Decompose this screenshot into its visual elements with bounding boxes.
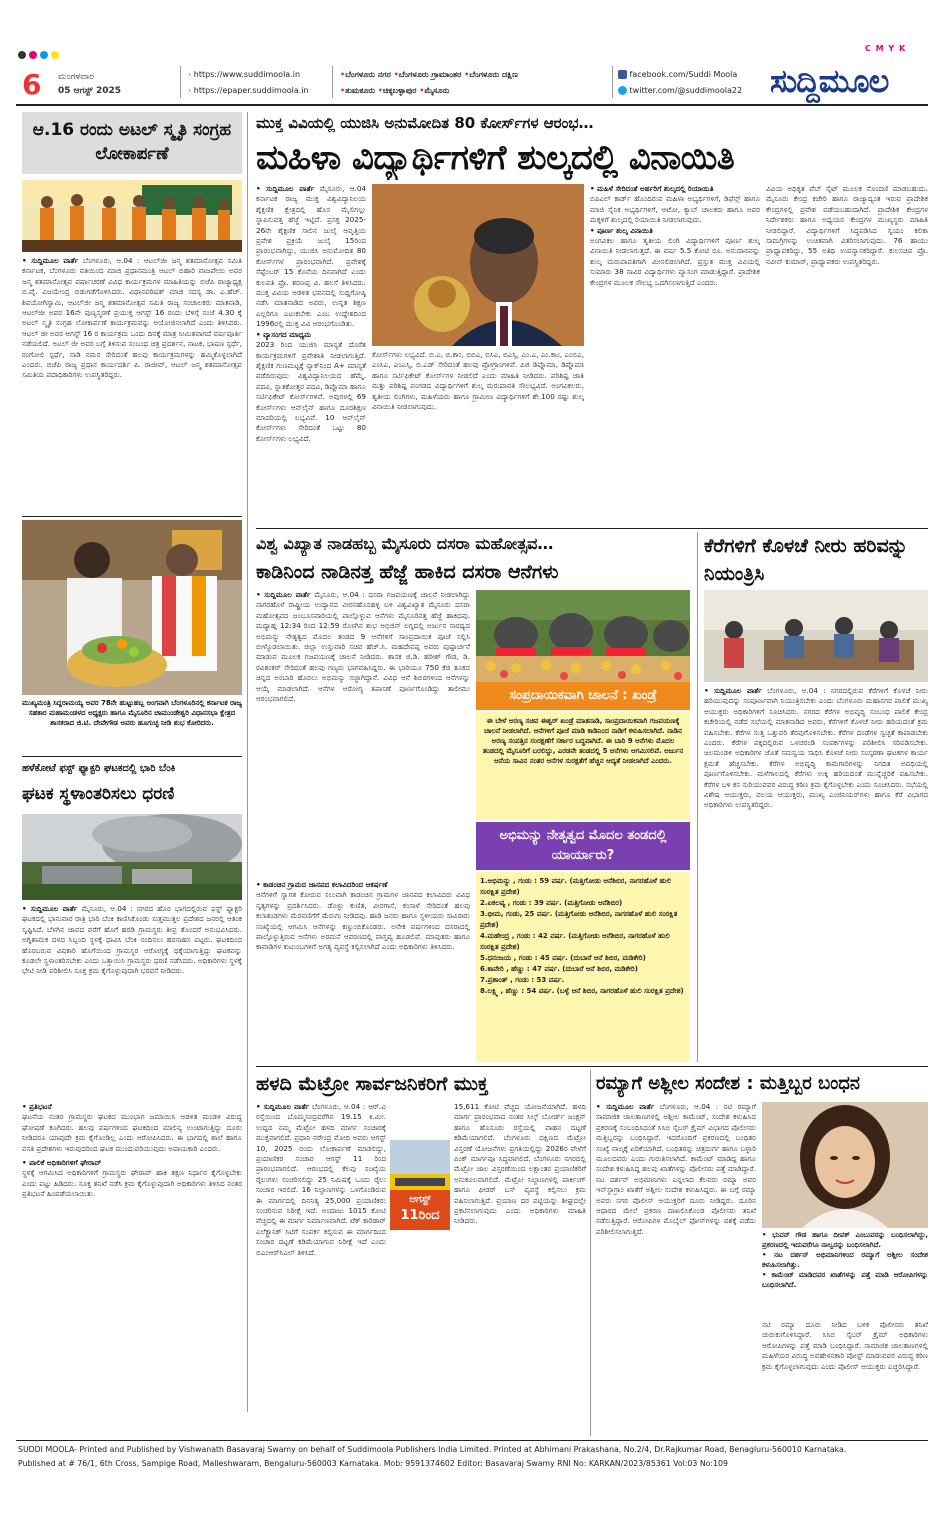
twitter-icon xyxy=(618,86,627,95)
masthead-logo: ಸುದ್ದಿಮೂಲ xyxy=(770,62,889,100)
ramya-body-2: ನಟಿ ರಮ್ಯಾ ದೂರು ನೀಡಿದ ಬಳಿಕ ಪೊಲೀಸರು ತನಿಖೆ ಚುರುಕುಗೊಳಿಸಿದ್ದಾರೆ. ಸಿಸಿಬಿ ಸೈಬರ್ ಕ್ರೈಮ್ ಅಧಿಕಾರಿಗಳು ಆರೋಪಿಗಳನ್ನು ಪತ್ತೆ ಮಾಡಿ ಬಂಧಿಸಿದ್ದಾರೆ. ಸಾಮಾಜಿಕ ಜಾಲತಾಣಗಳಲ್ಲಿ ಮಹಿಳೆಯರ ವಿರುದ್ಧ ಅವಹೇಳನಕಾರಿ ಪೋಸ್ಟ್ ಮಾಡುವವರ ವಿರುದ್ಧ ಕಠಿಣ ಕ್ರಮ ಕೈಗೊಳ್ಳಲಾಗುವುದು ಎಂದು ಪೊಲೀಸ್ ಆಯುಕ್ತರು ಎಚ್ಚರಿಸಿದ್ದಾರೆ. xyxy=(762,1320,928,1371)
twitter-link[interactable]: twitter.com/@suddimoola22 xyxy=(618,86,742,95)
page-number: 6 xyxy=(22,68,42,101)
elephant-list-item: 4.ಮಹೇಂದ್ರ , ಗಂಡು : 42 ವರ್ಷ. (ಮತ್ತಿಗೋಡು ಆನೆಶಿಬಿರ, ನಾಗರಹೊಳೆ ಹುಲಿ ಸಂರಕ್ಷಿತ ಪ್ರದೇಶ) xyxy=(480,932,670,951)
dasara-photo-banner: ಸಂಪ್ರದಾಯಿಕವಾಗಿ ಚಾಲನೆ : ಖಂಡ್ರೆ xyxy=(476,682,690,710)
atal-story-body: • ಸುದ್ದಿಮೂಲ ವಾರ್ತೆ ಬೆಂಗಳೂರು, ಆ.04 : ಆಟಲ್‌ಜೀ ಜನ್ಮ ಶತಮಾನೋತ್ಸವ ಸಮಿತಿ ಕರ್ನಾಟಕ, ಬೆಂಗಳೂರು ವತಿಯಿಂದ ಮಾಜಿ ಪ್ರಧಾನಮಂತ್ರಿ ಆಟಲ್ ಬಿಹಾರಿ ವಾಜಪೇಯಿ ಅವರ ಜನ್ಮ ಶತಮಾನೋತ್ಸವ ವರ್ಷಾಚರಣೆ ವಿವಿಧ ಕಾರ್ಯಕ್ರಮಗಳ ಮಾಹಿತಿಯನ್ನು ಬಿಜೆಪಿ ರಾಜ್ಯಾಧ್ಯಕ್ಷ ಬಿ.ವೈ. ವಿಜಯೇಂದ್ರ ಬಿಡುಗಡೆಗೊಳಿಸಿದರು. ವಿಧಾನಪರಿಷತ್ ಮಾಜಿ ಸದಸ್ಯ ಡಾ. ಎ.ಹೆಚ್. ಶಿವಯೋಗಿಸ್ವಾಮಿ, ಆಟಲ್‌ಜೀ ಜನ್ಮ ಶತಮಾನೋತ್ಸವ ಸಮಿತಿ ರಾಜ್ಯ ಸಂಚಾಲಕರು ಮಾತನಾಡಿ, ಆಟಲ್‌ಜೀ ಅವರ 16ನೇ ಪುಣ್ಯಸ್ಮರಣೆ ಪ್ರಯುಕ್ತ ಆಗಸ್ಟ್ 16 ರಂದು ಬೆಳಿಗ್ಗೆ ಸಂಜೆ 4.30 ಕ್ಕೆ ಅಟಲ್ ಸ್ಮೃತಿ ಸಂಗ್ರಹ ಲೋಕಾರ್ಪಣೆ ಕಾರ್ಯಕ್ರಮವನ್ನು ಆಯೋಜಿಸಲಾಗಿದೆ ಎಂದು ತಿಳಿಸಿದರು. ಆಟಲ್ ಜೀ ಅವರ ಆಗಸ್ಟ್ 16 ರ ಕಾರ್ಯಕ್ರಮ ಒಂದು ದಿನಕ್ಕೆ ಮಾತ್ರ ಸೀಮಿತವಾಗದೆ ವರ್ಷಪೂರ್ತಿ ನಡೆಯಲಿದೆ. ಅಟಲ್ ಜೀ ಅವರ ಬಗ್ಗೆ ತಿಳಿಸುವ ಸಂಬಂಧ ಚಿತ್ರ ಪ್ರದರ್ಶನ, ನಾಟಕ, ಭಾಷಣ ಸ್ಪರ್ಧೆ, ರಂಗೋಲಿ ಸ್ಪರ್ಧೆ, ನಾಡಿ ನಮನ ಸೇರಿದಂತೆ ಹಲವು ಕಾರ್ಯಕ್ರಮಗಳನ್ನು ಹಮ್ಮಿಕೊಳ್ಳಲಾಗಿದೆ ಎಂದರು. ಬಿಜೆಪಿ ರಾಜ್ಯ ಪ್ರಧಾನ ಕಾರ್ಯದರ್ಶಿ ಪಿ. ರಾಜೀವ್, ಆಟಲ್ ಜನ್ಮ ಶತಮಾನೋತ್ಸವ ಸಮಿತಿಯ ಪದಾಧಿಕಾರಿಗಳು ಉಪಸ್ಥಿತರಿದ್ದರು. xyxy=(22,256,242,380)
ramya-bullet: • ಕಾಮೆಂಟ್ ಮಾಡಿದವರ ಖಾತೆಗಳನ್ನು ಪತ್ತೆ ಮಾಡಿ ಆರೋಪಿಗಳನ್ನು ಬಂಧಿಸಲಾಗಿದೆ. xyxy=(762,1271,928,1289)
dasara-title: ಕಾಡಿನಿಂದ ನಾಡಿನತ್ತ ಹೆಜ್ಜೆ ಹಾಕಿದ ದಸರಾ ಆನೆಗಳು xyxy=(256,561,559,583)
atal-story-title: ಆ.16 ರಂದು ಅಟಲ್ ಸ್ಮೃತಿ ಸಂಗ್ರಹ ಲೋಕಾರ್ಪಣೆ xyxy=(32,120,232,164)
lead-col-4: ವಿವಿಯ ಅಧಿಕೃತ ವೆಬ್ ಸೈಟ್ ಮೂಲಕ ನೊಂದಣಿ ಮಾಡಬಹುದು. ಮೈಸೂರು ಕೇಂದ್ರ ಕಚೇರಿ ಹಾಗೂ ರಾಜ್ಯಾದ್ಯಂತ ಇರುವ ಪ್ರಾದೇಶಿಕ ಕೇಂದ್ರಗಳಲ್ಲಿ ಪ್ರವೇಶ ಪಡೆಯಬಹುದಾಗಿದೆ. ಪ್ರಾದೇಶಿಕ ಕೇಂದ್ರಗಳ ನಿರ್ದೇಶಕರು ಹಾಗೂ ಅಧ್ಯಯನ ಕೇಂದ್ರಗಳ ಮುಖ್ಯಸ್ಥರು ಮಾಹಿತಿ ನೀಡಲಿದ್ದಾರೆ. ವಿದ್ಯಾರ್ಥಿಗಳಿಗೆ ಸಿದ್ಧಪಡಿಸಿದ ಸ್ವಯಂ ಕಲಿಕಾ ಸಾಮಗ್ರಿಗಳನ್ನು ಉಚಿತವಾಗಿ ವಿತರಿಸಲಾಗುವುದು. 76 ಹಾಯು ಪ್ರಾಧ್ಯಾಪಕರಿದ್ದು, 55 ಅತಿಥಿ ಉಪನ್ಯಾಸಕರಿದ್ದಾರೆ. ಕುಲಸಚಿವ ಪ್ರೊ. ನವೀನ್ ಕುಮಾರ್, ಪ್ರಾಧ್ಯಾಪಕರು ಉಪಸ್ಥಿತರಿದ್ದರು. xyxy=(766,184,928,266)
lead-col-3: • ಮಹಿಳೆ ಸೇರಿದಂತೆ ಅರ್ಹರಿಗೆ ಶುಲ್ಕದಲ್ಲಿ ರಿಯಾಯಿತಿ ಬಿಪಿಎಲ್ ಕಾರ್ಡ್ ಹೊಂದಿರುವ ಮಹಿಳಾ ಅಭ್ಯರ್ಥಿಗಳಿಗೆ, ಡಿಫೆನ್ಸ್ ಹಾಗೂ ಮಾಜಿ ಸೈನಿಕ ಅಭ್ಯರ್ಥಿಗಳಿಗೆ, ಆಟೋ, ಕ್ಯಾಬ್ ಚಾಲಕರು ಹಾಗೂ ಅವರ ಮಕ್ಕಳಿಗೆ ಶುಲ್ಕದಲ್ಲಿ ರಿಯಾಯಿತಿ ನೀಡಲಾಗುವುದು. • ಪೂರ್ಣ ಶುಲ್ಕ ವಿನಾಯಿತಿ ಅಂಗವಿಕಲ ಹಾಗೂ ತೃತೀಯ ಲಿಂಗಿ ವಿದ್ಯಾರ್ಥಿಗಳಿಗೆ ಪೂರ್ಣ ಶುಲ್ಕ ವಿನಾಯಿತಿ ನೀಡಲಾಗುತ್ತದೆ. ಈ ವರ್ಷ 5.5 ಕೋಟಿ ರೂ. ಅನುದಾನವನ್ನು ಶುಲ್ಕ ಮರುಪಾವತಿಗಾಗಿ ಮೀಸಲಿಡಲಾಗಿದೆ. ಪ್ರಸ್ತುತ ಮುಕ್ತ ವಿವಿಯಲ್ಲಿ ಸುಮಾರು 38 ಸಾವಿರ ವಿದ್ಯಾರ್ಥಿಗಳು ವ್ಯಾಸಂಗ ಮಾಡುತ್ತಿದ್ದಾರೆ. ಪ್ರಾದೇಶಿಕ ಕೇಂದ್ರಗಳ ಮೂಲಕ ಸೌಲಭ್ಯ ಒದಗಿಸಲಾಗುತ್ತಿದೆ ಎಂದರು. xyxy=(590,184,760,287)
elephant-list-item: 6.ಕಾವೇರಿ , ಹೆಣ್ಣು : 47 ವರ್ಷ. (ದುಬಾರೆ ಆನೆ ಶಿಬಿರ, ಮಡಿಕೇರಿ) xyxy=(480,965,638,973)
elephant-list xyxy=(476,872,690,1062)
lake-title: ಕೆರೆಗಳಿಗೆ ಕೊಳಚೆ ನೀರು ಹರಿವನ್ನು ನಿಯಂತ್ರಿಸಿ xyxy=(704,535,908,585)
elephant-list-item: 2.ಏಕಲವ್ಯ , ಗಂಡು : 39 ವರ್ಷ. (ಮತ್ತಿಗೋಡು ಆನೆಶಿಬಿರ) xyxy=(480,899,623,907)
lead-subhead-3: • ಪೂರ್ಣ ಶುಲ್ಕ ವಿನಾಯಿತಿ xyxy=(590,225,653,235)
elephant-list-title: ಅಭಿಮನ್ಯು ನೇತೃತ್ವದ ಮೊದಲ ತಂಡದಲ್ಲಿ ಯಾರ್ಯಾರು? xyxy=(476,822,690,870)
lead-kicker: ಮುಕ್ತ ವಿವಿಯಲ್ಲಿ ಯುಜಿಸಿ ಅನುಮೋದಿತ 80 ಕೋರ್ಸ್‌ಗಳ ಆರಂಭ… xyxy=(256,114,594,132)
atal-event-photo xyxy=(22,180,242,252)
lead-title: ಮಹಿಳಾ ವಿದ್ಯಾರ್ಥಿಗಳಿಗೆ ಶುಲ್ಕದಲ್ಲಿ ವಿನಾಯಿತಿ xyxy=(256,138,735,178)
lake-body: • ಸುದ್ದಿಮೂಲ ವಾರ್ತೆ ಬೆಂಗಳೂರು, ಆ.04 : ನಗರದಲ್ಲಿರುವ ಕೆರೆಗಳಿಗೆ ಕೊಳಚೆ ನೀರು ಹರಿಯುವುದನ್ನು ಸಂಪೂರ್ಣವಾಗಿ ನಿಯಂತ್ರಿಸಬೇಕು ಎಂದು ಬೆಂಗಳೂರು ಮಹಾನಗರ ಪಾಲಿಕೆ ಮುಖ್ಯ ಆಯುಕ್ತರು ಅಧಿಕಾರಿಗಳಿಗೆ ಸೂಚಿಸಿದರು. ನಗರದ ಕೆರೆಗಳ ಅಭಿವೃದ್ಧಿ ಸಂಬಂಧ ಪಾಲಿಕೆ ಕೇಂದ್ರ ಕಚೇರಿಯಲ್ಲಿ ನಡೆದ ಸಭೆಯಲ್ಲಿ ಮಾತನಾಡಿದ ಅವರು, ಕೆರೆಗಳಿಗೆ ಕೊಳಚೆ ನೀರು ಹರಿಯದಂತೆ ಕ್ರಮ ವಹಿಸಬೇಕು. ಕೆರೆಗಳ ಸುತ್ತ ಒತ್ತುವರಿ ತೆರವುಗೊಳಿಸಬೇಕು. ಕೆರೆಗಳ ದಂಡೆಗಳ ಸ್ವಚ್ಛತೆ ಕಾಪಾಡಬೇಕು ಎಂದರು. ಕೆರೆಗಳ ಪಕ್ಕದಲ್ಲಿರುವ ಒಳಚರಂಡಿ ಸಂಪರ್ಕಗಳನ್ನು ಪರಿಶೀಲಿಸಿ ಸರಿಪಡಿಸಬೇಕು. ಜಲಮಂಡಳಿ ಅಧಿಕಾರಿಗಳ ಜೊತೆ ಸಮನ್ವಯ ಸಾಧಿಸಿ ಕೊಳಚೆ ನೀರು ಸಂಸ್ಕರಣಾ ಘಟಕಗಳ ಕಾರ್ಯ ಕ್ಷಮತೆ ಹೆಚ್ಚಿಸಬೇಕು. ಕೆರೆಗಳ ಅಭಿವೃದ್ಧಿ ಕಾಮಗಾರಿಗಳನ್ನು ನಿಗದಿತ ಅವಧಿಯಲ್ಲಿ ಪೂರ್ಣಗೊಳಿಸಬೇಕು. ಮಳೆಗಾಲದಲ್ಲಿ ಕೆರೆಗಳು ಉಕ್ಕಿ ಹರಿಯದಂತೆ ಮುನ್ನೆಚ್ಚರಿಕೆ ವಹಿಸಬೇಕು. ಕೆರೆಗಳ ಬಳಿ ಕಸ ಸುರಿಯುವವರ ವಿರುದ್ಧ ಕಠಿಣ ಕ್ರಮ ಕೈಗೊಳ್ಳಬೇಕು ಎಂದು ಸೂಚಿಸಿದರು. ಸಭೆಯಲ್ಲಿ ವಿಶೇಷ ಆಯುಕ್ತರು, ವಲಯ ಆಯುಕ್ತರು, ಮುಖ್ಯ ಎಂಜಿನಿಯರ್‌ಗಳು ಹಾಗೂ ಕೆರೆ ವಿಭಾಗದ ಅಧಿಕಾರಿಗಳು ಉಪಸ್ಥಿತರಿದ್ದರು. xyxy=(704,686,928,810)
elephant-list-item: 1.ಅಭಿಮನ್ಯು , ಗಂಡು : 59 ವರ್ಷ. (ಮತ್ತಿಗೋಡು ಆನೆಶಿಬಿರ, ನಾಗರಹೊಳೆ ಹುಲಿ ಸಂರಕ್ಷಿತ ಪ್ರದೇಶ) xyxy=(480,877,671,896)
dasara-kicker: ವಿಶ್ವ ವಿಖ್ಯಾತ ನಾಡಹಬ್ಬ ಮೈಸೂರು ದಸರಾ ಮಹೋತ್ಸವ… xyxy=(256,534,554,553)
facebook-icon xyxy=(618,70,627,79)
imprint-line-1: SUDDI MOOLA- Printed and Published by Vishwanath Basavaraj Swamy on behalf of Suddimoola Publishers India Limited. Printed at Abhimani Prakashana, No.2/4, Dr.Rajkumar Road, Benagluru-560010 Karnataka. xyxy=(18,1445,847,1454)
website-link[interactable]: › https://www.suddimoola.in xyxy=(188,70,301,79)
dasara-body: • ಸುದ್ದಿಮೂಲ ವಾರ್ತೆ ಮೈಸೂರು, ಆ.04 : ದಸರಾ ಗಜಪಯಣಕ್ಕೆ ಚಾಲನೆ ನೀಡಲಾಗಿದ್ದು ನಾಗರಹೊಳೆ ರಾಷ್ಟ್ರೀಯ ಉದ್ಯಾನದ ವೀರನಹೊಸಹಳ್ಳಿ ಬಳಿ ವಿಶ್ವವಿಖ್ಯಾತ ಮೈಸೂರು ದಸರಾ ಮಹೋತ್ಸವದ ಜಂಬೂಸವಾರಿಯಲ್ಲಿ ಪಾಲ್ಗೊಳ್ಳುವ ಆನೆಗಳು ಮೈಸೂರಿನತ್ತ ಹೆಜ್ಜೆ ಹಾಕಿದವು. ಮಧ್ಯಾಹ್ನ 12:34 ರಿಂದ 12:59 ರೊಳಗಿನ ಶುಭ ಅಭಿಜಿನ್ ಲಗ್ನದಲ್ಲಿ ಅರ್ಜುನ ಸಾರಥ್ಯದ ಅಭಿಮನ್ಯು ನೇತೃತ್ವದ ಮೊದಲ ತಂಡದ 9 ಆನೆಗಳಿಗೆ ಸಾಂಪ್ರದಾಯಿಕ ಪೂಜೆ ಸಲ್ಲಿಸಿ ಬೀಳ್ಕೊಡಲಾಯಿತು. ಜಿಲ್ಲಾ ಉಸ್ತುವಾರಿ ಸಚಿವ ಹೆಚ್.ಸಿ. ಮಹದೇವಪ್ಪ ಅವರು ಪುಷ್ಪಾರ್ಚನೆ ಮಾಡುವ ಮೂಲಕ ಗಜಪಯಣಕ್ಕೆ ಚಾಲನೆ ನೀಡಿದರು. ಶಾಸಕ ಜಿ.ಡಿ. ಹರೀಶ್ ಗೌಡ, ಡಿ. ರವಿಶಂಕರ್ ಸೇರಿದಂತೆ ಹಲವು ಗಣ್ಯರು ಭಾಗವಹಿಸಿದ್ದರು. ಈ ಭಾರಿಯೂ 750 ಕೆಜಿ ತೂಕದ ಚಿನ್ನದ ಅಂಬಾರಿ ಹೊರಲು ಅಭಿಮನ್ಯು ಸಜ್ಜಾಗಿದ್ದಾನೆ. ವಿವಿಧ ಆನೆ ಶಿಬಿರಗಳಿಂದ ಆನೆಗಳನ್ನು ಆಯ್ಕೆ ಮಾಡಲಾಗಿದೆ. ಆನೆಗಳ ಆರೋಗ್ಯ ತಪಾಸಣೆ ಪೂರ್ಣಗೊಂಡಿದ್ದು ತಾಲೀಮು ಆರಂಭವಾಗಲಿದೆ. xyxy=(256,590,470,704)
elephant-list-item: 8.ಲಕ್ಷ್ಮಿ , ಹೆಣ್ಣು : 54 ವರ್ಷ. (ಬಳ್ಳೆ ಆನೆ ಶಿಬಿರ, ನಾಗರಹೊಳೆ ಹುಲಿ ಸಂರಕ್ಷಿತ ಪ್ರದೇಶ) xyxy=(480,987,684,995)
lead-col-2: ಕೋರ್ಸ್‌ಗಳು ಲಭ್ಯವಿದೆ. ಬಿ.ಎ, ಬಿ.ಕಾಂ, ಬಿಬಿಎ, ಬಿಸಿಎ, ಬಿಎಸ್ಸಿ, ಎಂ.ಎ, ಎಂ.ಕಾಂ, ಎಂಬಿಎ, ಎಂಸಿಎ, ಎಂಎಸ್ಸಿ, ಬಿ.ಎಡ್ ಸೇರಿದಂತೆ ಹಲವು ಪ್ರೋಗ್ರಾಂಗಳಿವೆ. ಪಿಜಿ ಡಿಪ್ಲೊಮಾ, ಡಿಪ್ಲೊಮಾ ಹಾಗೂ ಸರ್ಟಿಫಿಕೇಟ್ ಕೋರ್ಸ್‌ಗಳ ನೀಡಲಿದೆ ಎಂದು ಮಾಹಿತಿ ನೀಡಿದರು. ಪರಿಶಿಷ್ಟ ಜಾತಿ ಮತ್ತು ಪರಿಶಿಷ್ಟ ಪಂಗಡದ ವಿದ್ಯಾರ್ಥಿಗಳಿಗೆ ಶುಲ್ಕ ಮರುಪಾವತಿ ಸೌಲಭ್ಯವಿದೆ. ಅಂಗವಿಕಲರು, ತೃತೀಯ ಲಿಂಗಿಗಳು, ಮಹಿಳೆಯರು ಹಾಗೂ ಗ್ರಾಮೀಣ ವಿದ್ಯಾರ್ಥಿಗಳಿಗೆ ಶೇ.100 ರಷ್ಟು ಶುಲ್ಕ ವಿನಾಯಿತಿ ನೀಡಲಾಗುವುದು. xyxy=(372,350,584,412)
elephant-list-item: 7.ಪ್ರಶಾಂತ್ , ಗಂಡು : 53 ವರ್ಷ. xyxy=(480,976,565,984)
lead-subhead-1: • ವ್ಯಾಸಂಗದ ಮಾಧ್ಯಮ xyxy=(256,329,312,339)
lake-meeting-photo xyxy=(704,590,928,682)
registration-marks xyxy=(18,44,62,63)
ramya-bullet: • ಭುವನ್ ಗೌಡ ಹಾಗೂ ದೀಪಕ್ ಎಂಬುವರನ್ನು ಬಂಧಿಸಲಾಗಿದ್ದು, ಪ್ರಕರಣದಲ್ಲಿ ಇದುವರೆಗೂ ನಾಲ್ವರನ್ನು ಬಂಧಿಸಲಾಗಿದೆ. xyxy=(762,1231,928,1249)
dasara-minister-box: ಈ ಬೇಳೆ ಅರಣ್ಯ ಸಚಿವ ಈಶ್ವರ್ ಖಂಡ್ರೆ ಮಾತನಾಡಿ, ಸಾಂಪ್ರದಾಯಿಕವಾಗಿ ಗಜಪಯಣಕ್ಕೆ ಚಾಲನೆ ನೀಡಲಾಗಿದೆ. ಆನೆಗಳಿಗೆ ಪೂಜೆ ಮಾಡಿ ಕಾಡಿನಿಂದ ನಾಡಿಗೆ ಕಳುಹಿಸಲಾಗಿದೆ. ನಾಡಿನ ಅರಣ್ಯ ಸಂಪತ್ತಿನ ಸಂರಕ್ಷಣೆಗೆ ಸರ್ಕಾರ ಬದ್ಧವಾಗಿದೆ. ಈ ಬಾರಿ 9 ಆನೆಗಳು ಮೊದಲ ತಂಡದಲ್ಲಿ ಮೈಸೂರಿಗೆ ಬರಲಿದ್ದು, ಎರಡನೇ ತಂಡದಲ್ಲಿ 5 ಆನೆಗಳು ಆಗಮಿಸಲಿವೆ. ಅರ್ಜುನ ಆನೆಯ ಸಾವಿನ ನಂತರ ಆನೆಗಳ ಸುರಕ್ಷತೆಗೆ ಹೆಚ್ಚಿನ ಆದ್ಯತೆ ನೀಡಲಾಗಿದೆ ಎಂದರು. xyxy=(476,712,690,820)
birthday-caption: ಮುಖ್ಯಮಂತ್ರಿ ಸಿದ್ದರಾಮಯ್ಯ ಅವರ 78ನೇ ಹುಟ್ಟುಹಬ್ಬ ಅಂಗವಾಗಿ ಬೆಂಗಳೂರಿನಲ್ಲಿ ಕರ್ನಾಟಕ ರಾಜ್ಯ ಸಹಕಾರ ಮಹಾಮಂಡಳದ ಅಧ್ಯಕ್ಷರು ಹಾಗೂ ಮೈಸೂರಿನ ಚಾಮುಂಡೇಶ್ವರಿ ವಿಧಾನಸಭಾ ಕ್ಷೇತ್ರದ ಶಾಸಕರಾದ ಜಿ.ಟಿ. ದೇವೇಗೌಡ ಅವರು ಹೂಗುಚ್ಛ ನೀಡಿ ಶುಭ ಕೋರಿದರು. xyxy=(22,699,242,727)
factory-fire-kicker: ಹಳೆಕೋಟೆ ಫಸ್ಟ್ ಫ್ಯಾಕ್ಟರಿ ಘಟಕದಲ್ಲಿ ಭಾರಿ ಬೆಂಕಿ xyxy=(22,763,176,774)
metro-title: ಹಳದಿ ಮೆಟ್ರೋ ಸಾರ್ವಜನಿಕರಿಗೆ ಮುಕ್ತ xyxy=(256,1073,489,1095)
cmyk-mark: C M Y K xyxy=(865,44,907,53)
facebook-link[interactable]: facebook.com/Suddi Moola xyxy=(618,70,737,79)
factory-fire-subhead-2: • ಪಾಲಿಕೆ ಅಧಿಕಾರಿಗಳಿಗೆ ಘೇರಾವ್ xyxy=(22,1158,102,1168)
dasara-subhead: • ಕಾಡಂಚಿನ ಗ್ರಾಮದ ಜಾನಪದ ಕಲಾವಿದರಿಂದ ಆಕರ್ಷಣೆ xyxy=(256,880,388,889)
factory-fire-photo xyxy=(22,814,242,900)
factory-fire-body-2: • ಪ್ರತಿಭಟನೆ ಘಟನೆಯ ನಂತರ ಗ್ರಾಮಸ್ಥರು ಘಟಕದ ಮುಂಭಾಗ ಜಮಾಯಿಸಿ ಆಡಳಿತ ಮಂಡಳಿ ವಿರುದ್ಧ ಘೋಷಣೆ ಕೂಗಿದರು. ಹಲವು ವರ್ಷಗಳಿಂದ ಘಟಕದಿಂದ ಮಾಲಿನ್ಯ ಉಂಟಾಗುತ್ತಿದ್ದು ದೂರು ನೀಡಿದರೂ ಯಾವುದೇ ಕ್ರಮ ಕೈಗೊಂಡಿಲ್ಲ ಎಂದು ಆರೋಪಿಸಿದರು. ಈ ಭಾಗದಲ್ಲಿ ಶಾಲೆ ಹಾಗೂ ವಸತಿ ಪ್ರದೇಶಗಳು ಇರುವುದರಿಂದ ಘಟಕ ಮುಂದುವರಿಯುವುದು ಅಪಾಯಕಾರಿ ಎಂದರು. • ಪಾಲಿಕೆ ಅಧಿಕಾರಿಗಳಿಗೆ ಘೇರಾವ್ ಸ್ಥಳಕ್ಕೆ ಆಗಮಿಸಿದ ಅಧಿಕಾರಿಗಳಿಗೆ ಗ್ರಾಮಸ್ಥರು ಘೇರಾವ್ ಹಾಕಿ ತಕ್ಷಣ ನಿರ್ಧಾರ ಕೈಗೊಳ್ಳಬೇಕು ಎಂದು ಪಟ್ಟು ಹಿಡಿದರು. ಸೂಕ್ತ ತನಿಖೆ ನಡೆಸಿ ಕ್ರಮ ಕೈಗೊಳ್ಳುವುದಾಗಿ ಅಧಿಕಾರಿಗಳು ತಿಳಿಸಿದ ನಂತರ ಪ್ರತಿಭಟನೆ ಹಿಂಪಡೆಯಲಾಯಿತು. xyxy=(22,1102,242,1199)
metro-body: • ಸುದ್ದಿಮೂಲ ವಾರ್ತೆ ಬೆಂಗಳೂರು, ಆ.04 : ಆರ್.ವಿ ರಸ್ತೆಯಿಂದ ಬೊಮ್ಮಸಂದ್ರವರೆಗಿನ 19.15 ಕಿ.ಮೀ. ಉದ್ದದ ನಮ್ಮ ಮೆಟ್ರೋ ಹಳದಿ ಮಾರ್ಗ ಸಂಚಾರಕ್ಕೆ ಮುಕ್ತವಾಗಲಿದೆ. ಪ್ರಧಾನಿ ನರೇಂದ್ರ ಮೋದಿ ಅವರು ಆಗಸ್ಟ್ 10, 2025 ರಂದು ಲೋಕಾರ್ಪಣೆ ಮಾಡಲಿದ್ದು, ಪ್ರಯಾಣಿಕರ ಸಂಚಾರ ಆಗಸ್ಟ್ 11 ರಿಂದ ಪ್ರಾರಂಭವಾಗಲಿದೆ. ಆರಂಭದಲ್ಲಿ ಕೆಲವು ಸಂಖ್ಯೆಯ ರೈಲುಗಳು ಸಂಚರಿಸಲಿದ್ದು 25 ನಿಮಿಷಕ್ಕೆ ಒಂದು ರೈಲು ಸಂಚಾರ ಇರಲಿದೆ. 16 ನಿಲ್ದಾಣಗಳನ್ನು ಒಳಗೊಂಡಿರುವ ಈ ಮಾರ್ಗದಲ್ಲಿ ದಿನನಿತ್ಯ 25,000 ಪ್ರಯಾಣಿಕರು ಸಂಚರಿಸುವ ನಿರೀಕ್ಷೆ ಇದೆ. ಅಂದಾಜು 1015 ಕೋಟಿ ವೆಚ್ಚದಲ್ಲಿ ಈ ಮಾರ್ಗ ನಿರ್ಮಾಣವಾಗಿದೆ. ಟೆಕ್ ಕಾರಿಡಾರ್ ಎಲೆಕ್ಟ್ರಾನಿಕ್ ಸಿಟಿಗೆ ಸಂಪರ್ಕ ಕಲ್ಪಿಸುವ ಈ ಮಾರ್ಗದಿಂದ ಸಂಚಾರ ದಟ್ಟಣೆ ಕಡಿಮೆಯಾಗುವ ನಿರೀಕ್ಷೆ ಇದೆ ಎಂದು ಬಿಎಂಆರ್‌ಸಿಎಲ್ ತಿಳಿಸಿದೆ. xyxy=(256,1102,386,1257)
factory-fire-body: • ಸುದ್ದಿಮೂಲ ವಾರ್ತೆ ಮೈಸೂರು, ಆ.04 : ನಗರದ ಹೊರ ಭಾಗದಲ್ಲಿರುವ ಫಸ್ಟ್ ಫ್ಯಾಕ್ಟರಿ ಘಟಕದಲ್ಲಿ ಭಾನುವಾರ ರಾತ್ರಿ ಭಾರಿ ಬೆಂಕಿ ಕಾಣಿಸಿಕೊಂಡು ಸುತ್ತಮುತ್ತಲ ಪ್ರದೇಶದ ಜನರಲ್ಲಿ ಆತಂಕ ಸೃಷ್ಟಿಸಿದೆ. ಬೆಳಗಿನ ಜಾವದ ವರೆಗೆ ಹೊಗೆ ಹರಡಿ ಗ್ರಾಮಸ್ಥರು ತೀವ್ರ ತೊಂದರೆ ಅನುಭವಿಸಿದರು. ಅಗ್ನಿಶಾಮಕ ದಳದ ಸಿಬ್ಬಂದಿ ಸ್ಥಳಕ್ಕೆ ಧಾವಿಸಿ ಬೆಂಕಿ ನಂದಿಸಲು ಹರಸಾಹಸ ಪಟ್ಟರು. ಘಟಕದಿಂದ ಹೊರಬರುವ ವಿಷಕಾರಿ ಹೊಗೆಯಿಂದ ಗ್ರಾಮಸ್ಥರ ಆರೋಗ್ಯಕ್ಕೆ ಧಕ್ಕೆಯಾಗುತ್ತಿದ್ದು ಘಟಕವನ್ನು ಕೂಡಲೇ ಸ್ಥಳಾಂತರಿಸಬೇಕು ಎಂದು ಒತ್ತಾಯಿಸಿ ಗ್ರಾಮಸ್ಥರು ಧರಣಿ ನಡೆಸಿದರು. ಅಧಿಕಾರಿಗಳು ಸ್ಥಳಕ್ಕೆ ಭೇಟಿ ನೀಡಿ ಪರಿಶೀಲಿಸಿ ಸೂಕ್ತ ಕ್ರಮ ಕೈಗೊಳ್ಳುವುದಾಗಿ ಭರವಸೆ ನೀಡಿದರು. xyxy=(22,904,242,976)
ramya-bullet: • ನಟ ದರ್ಶನ್ ಅಭಿಮಾನಿಗಳಿಂದ ರಮ್ಯಾಗೆ ಅಶ್ಲೀಲ ಸಂದೇಶ ಕಳುಹಿಸಲಾಗಿತ್ತು. xyxy=(762,1251,928,1269)
factory-fire-subhead-1: • ಪ್ರತಿಭಟನೆ xyxy=(22,1102,52,1111)
atal-story-header xyxy=(22,112,242,174)
ramya-photo xyxy=(762,1102,928,1228)
birthday-wishes-photo xyxy=(22,520,242,695)
ramya-title: ರಮ್ಯಾಗೆ ಅಶ್ಲೀಲ ಸಂದೇಶ : ಮತ್ತಿಬ್ಬರ ಬಂಧನ xyxy=(596,1073,860,1094)
region-list-bottom: •ತುಮಕೂರು •ಚಿಕ್ಕಬಳ್ಳಾಪುರ •ಮೈಸೂರು xyxy=(340,86,450,95)
lead-subhead-2: • ಮಹಿಳೆ ಸೇರಿದಂತೆ ಅರ್ಹರಿಗೆ ಶುಲ್ಕದಲ್ಲಿ ರಿಯಾಯಿತಿ xyxy=(590,184,714,193)
header-day: ಮಂಗಳವಾರ xyxy=(58,72,95,82)
dasara-body-2: • ಕಾಡಂಚಿನ ಗ್ರಾಮದ ಜಾನಪದ ಕಲಾವಿದರಿಂದ ಆಕರ್ಷಣೆ ಆನೆಗಳಿಗೆ ಸ್ವಾಗತ ಕೋರುವ ಸಲುವಾಗಿ ಕಾಡಂಚಿನ ಗ್ರಾಮಗಳ ಜಾನಪದ ಕಲಾವಿದರು ವಿವಿಧ ನೃತ್ಯಗಳನ್ನು ಪ್ರದರ್ಶಿಸಿದರು. ಡೊಳ್ಳು ಕುಣಿತ, ವೀರಗಾಸೆ, ಕಂಸಾಳೆ ಸೇರಿದಂತೆ ಹಲವು ಕಲಾತಂಡಗಳು ಮೆರವಣಿಗೆಗೆ ಮೆರುಗು ನೀಡಿದವು. ಹಾಡಿ ಜನರು ಹಾಗೂ ಸ್ಥಳೀಯರು ಸಾವಿರಾರು ಸಂಖ್ಯೆಯಲ್ಲಿ ಆಗಮಿಸಿ ಆನೆಗಳನ್ನು ಕಣ್ತುಂಬಿಕೊಂಡರು. ಅನೇಕ ವರ್ಷಗಳಿಂದ ದಸರಾದಲ್ಲಿ ಪಾಲ್ಗೊಳ್ಳುತ್ತಿರುವ ಆನೆಗಳು ಅರಮನೆ ಆವರಣದಲ್ಲಿ ವಾಸ್ತವ್ಯ ಹೂಡಲಿವೆ. ಮಾವುತರು ಹಾಗೂ ಕಾವಾಡಿಗಳ ಕುಟುಂಬಗಳಿಗೆ ಅಗತ್ಯ ವ್ಯವಸ್ಥೆ ಕಲ್ಪಿಸಲಾಗಿದೆ ಎಂದು ಅಧಿಕಾರಿಗಳು ತಿಳಿಸಿದರು. xyxy=(256,880,470,952)
imprint-line-2: Published at # 76/1, 6th Cross, Sampige Road, Malleshwaram, Bengaluru-560003 Karnataka. Mob: 9591374602 Editor: Basavaraj Swamy RNI No: KARKAN/2023/85361 Vol:03 No:109 xyxy=(18,1459,728,1468)
ramya-bullet-box xyxy=(762,1230,928,1316)
vice-chancellor-photo xyxy=(372,184,584,346)
lead-col-1: • ಸುದ್ದಿಮೂಲ ವಾರ್ತೆ ಮೈಸೂರು, ಆ.04 ಕರ್ನಾಟಕ ರಾಜ್ಯ ಮುಕ್ತ ವಿಶ್ವವಿದ್ಯಾನಿಲಯ ಶೈಕ್ಷಣಿಕ ಕ್ಷೇತ್ರದಲ್ಲಿ ಹೊಸ ಮೈಲಿಗಲ್ಲು ಸ್ಥಾಪಿಸುವತ್ತ ಹೆಜ್ಜೆ ಇಟ್ಟಿದೆ. ಪ್ರಸಕ್ತ 2025-26ನೇ ಶೈಕ್ಷಣಿಕ ಸಾಲಿನ ಜುಲೈ ಆವೃತ್ತಿಯ ಪ್ರವೇಶ ಪ್ರಕ್ರಿಯೆ ಜುಲೈ 15ರಿಂದ ಪ್ರಾರಂಭವಾಗಿದ್ದು, ಯುಜಿಸಿ ಅನುಮೋದಿತ 80 ಕೋರ್ಸ್‌ಗಳ ಪ್ರಾರಂಭವಾಗಿದೆ. ಪ್ರವೇಶಕ್ಕೆ ಸೆಪ್ಟೆಂಬರ್ 15 ಕೊನೆಯ ದಿನವಾಗಿದೆ ಎಂದು ಕುಲಪತಿ ಪ್ರೊ. ಶರಣಪ್ಪ ವಿ. ಹಲಸೆ ತಿಳಿಸಿದರು. ಮುಕ್ತ ವಿವಿಯ ಆಡಳಿತ ಭವನದಲ್ಲಿ ಸುದ್ದಿಗೋಷ್ಠಿ ನಡೆಸಿ ಮಾತನಾಡಿದ ಅವರು, ಉನ್ನತ ಶಿಕ್ಷಣ ಎಲ್ಲರಿಗೂ ಎಟುಕಬೇಕು ಎಂಬ ಉದ್ದೇಶದಿಂದ 1996ರಲ್ಲಿ ಮುಕ್ತ ವಿವಿ ಆರಂಭಗೊಂಡಿತು. • ವ್ಯಾಸಂಗದ ಮಾಧ್ಯಮ 2023 ರಿಂದ ಯುಜಿಸಿ ಮಾನ್ಯತೆ ದೊರೆತ ಕಾರ್ಯಕ್ರಮಗಳಿಗೆ ಪ್ರವೇಶಾತಿ ನೀಡಲಾಗುತ್ತಿದೆ. ಶೈಕ್ಷಣಿಕ ಗುಣಮಟ್ಟಕ್ಕೆ ನ್ಯಾಕ್‌ನಿಂದ A+ ಮಾನ್ಯತೆ ಪಡೆದಿರುವುದು ವಿಶ್ವವಿದ್ಯಾನಿಲಯದ ಹೆಮ್ಮೆ. ಪದವಿ, ಸ್ನಾತಕೋತ್ತರ ಪದವಿ, ಡಿಪ್ಲೊಮಾ ಹಾಗೂ ಸರ್ಟಿಫಿಕೇಟ್ ಕೋರ್ಸ್‌ಗಳಿವೆ. ಅವುಗಳಲ್ಲಿ 69 ಕೋರ್ಸ್‌ಗಳು ಆನ್‌ಲೈನ್ ಹಾಗೂ ದೂರಶಿಕ್ಷಣ ಮಾದರಿಯಲ್ಲಿ ಲಭ್ಯವಿವೆ. 10 ಆನ್‌ಲೈನ್ ಕೋರ್ಸ್‌ಗಳು ಸೇರಿದಂತೆ ಒಟ್ಟು 80 ಕೋರ್ಸ್‌ಗಳು ಲಭ್ಯವಿದೆ. xyxy=(256,184,366,443)
metro-date-tag-line1: ಆಗಸ್ಟ್ xyxy=(409,1194,431,1205)
metro-date-tag xyxy=(390,1190,450,1230)
region-list-top: •ಬೆಂಗಳೂರು ನಗರ •ಬೆಂಗಳೂರು ಗ್ರಾಮಾಂತರ •ಬೆಂಗಳೂರು ದಕ್ಷಿಣ xyxy=(340,70,518,79)
ramya-body: • ಸುದ್ದಿಮೂಲ ವಾರ್ತೆ ಬೆಂಗಳೂರು, ಆ.04 : ನಟಿ ರಮ್ಯಾಗೆ ಸಾಮಾಜಿಕ ಜಾಲತಾಣಗಳಲ್ಲಿ ಅಶ್ಲೀಲ ಕಾಮೆಂಟ್, ಸಂದೇಶ ಕಳುಹಿಸಿದ ಪ್ರಕರಣಕ್ಕೆ ಸಂಬಂಧಿಸಿದಂತೆ ಸಿಸಿಬಿ ಸೈಬರ್ ಕ್ರೈಮ್ ವಿಭಾಗದ ಪೊಲೀಸರು ಮತ್ತಿಬ್ಬರನ್ನು ಬಂಧಿಸಿದ್ದಾರೆ. ಇದರೊಂದಿಗೆ ಪ್ರಕರಣದಲ್ಲಿ ಬಂಧಿತರ ಸಂಖ್ಯೆ ನಾಲ್ಕಕ್ಕೆ ಏರಿಕೆಯಾಗಿದೆ. ಬಂಧಿತರನ್ನು ಚಿತ್ರದುರ್ಗ ಹಾಗೂ ಬಳ್ಳಾರಿ ಮೂಲದವರು ಎಂದು ಗುರುತಿಸಲಾಗಿದೆ. ಕಾಮೆಂಟ್ ಮಾಡಿದ್ದ ಹಾಗೂ ಸಂದೇಶ ಕಳುಹಿಸಿದ್ದ ಹಲವು ಖಾತೆಗಳನ್ನು ಪೊಲೀಸರು ಪತ್ತೆ ಮಾಡಿದ್ದಾರೆ. ನಟ ದರ್ಶನ್ ಅಭಿಮಾನಿಗಳು ಎನ್ನಲಾದ ಕೆಲವರು ರಮ್ಯಾ ಅವರ ಇನ್‌ಸ್ಟಾಗ್ರಾಂ ಖಾತೆಗೆ ಅಶ್ಲೀಲ ಸಂದೇಶ ಕಳುಹಿಸಿದ್ದರು. ಈ ಬಗ್ಗೆ ರಮ್ಯಾ ಅವರು ನಗರ ಪೊಲೀಸ್ ಆಯುಕ್ತರಿಗೆ ದೂರು ನೀಡಿದ್ದರು. ದೂರಿನ ಆಧಾರದ ಮೇಲೆ ಪ್ರಕರಣ ದಾಖಲಿಸಿಕೊಂಡ ಪೊಲೀಸರು ತನಿಖೆ ನಡೆಸುತ್ತಿದ್ದಾರೆ. ಆರೋಪಿಗಳ ಮೊಬೈಲ್ ಫೋನ್‌ಗಳನ್ನು ವಶಕ್ಕೆ ಪಡೆದು ಪರಿಶೀಲಿಸಲಾಗುತ್ತಿದೆ. xyxy=(596,1102,756,1236)
metro-body-2: 15,611 ಕೋಟಿ ವೆಚ್ಚದ ಯೋಜನೆಯಾಗಿದೆ. ಹಳದಿ ಮಾರ್ಗ ಪ್ರಾರಂಭವಾದ ನಂತರ ಸಿಲ್ಕ್ ಬೋರ್ಡ್ ಜಂಕ್ಷನ್ ಹಾಗೂ ಹೊಸೂರು ರಸ್ತೆಯಲ್ಲಿ ವಾಹನ ದಟ್ಟಣೆ ಕಡಿಮೆಯಾಗಲಿದೆ. ಬೆಂಗಳೂರು ದಕ್ಷಿಣದ ಮೆಟ್ರೋ ವಿಸ್ತರಣೆ ಯೋಜನೆಗಳು ಪ್ರಗತಿಯಲ್ಲಿದ್ದು 2026ರ ವೇಳೆಗೆ ಪಿಂಕ್ ಮಾರ್ಗವೂ ಸಿದ್ಧವಾಗಲಿದೆ. ಬೆಂಗಳೂರು ನಗರದಲ್ಲಿ ಮೆಟ್ರೋ ಜಾಲ ವಿಸ್ತರಣೆಯಿಂದ ಲಕ್ಷಾಂತರ ಪ್ರಯಾಣಿಕರಿಗೆ ಅನುಕೂಲವಾಗಲಿದೆ. ಮೆಟ್ರೋ ನಿಲ್ದಾಣಗಳಲ್ಲಿ ಪಾರ್ಕಿಂಗ್ ಹಾಗೂ ಫೀಡರ್ ಬಸ್ ವ್ಯವಸ್ಥೆ ಕಲ್ಪಿಸಲು ಕ್ರಮ ವಹಿಸಲಾಗುತ್ತಿದೆ. ಪ್ರಯಾಣ ದರ ಪಟ್ಟಿಯನ್ನು ಶೀಘ್ರದಲ್ಲೇ ಪ್ರಕಟಿಸಲಾಗುವುದು ಎಂದು ಅಧಿಕಾರಿಗಳು ಮಾಹಿತಿ ನೀಡಿದರು. xyxy=(454,1102,586,1226)
epaper-link[interactable]: › https://epaper.suddimoola.in xyxy=(188,86,309,95)
factory-fire-title: ಘಟಕ ಸ್ಥಳಾಂತರಿಸಲು ಧರಣಿ xyxy=(22,784,175,804)
dasara-elephants-photo xyxy=(476,590,690,682)
elephant-list-item: 3.ಭೀಮ, ಗಂಡು, 25 ವರ್ಷ. (ಮತ್ತಿಗೋಡು ಆನೆಶಿಬಿರ, ನಾಗರಹೊಳೆ ಹುಲಿ ಸಂರಕ್ಷಿತ ಪ್ರದೇಶ) xyxy=(480,910,678,929)
header-date: 05 ಆಗಸ್ಟ್ 2025 xyxy=(58,86,121,96)
metro-date-tag-line2: 11ರಿಂದ xyxy=(400,1208,440,1223)
elephant-list-item: 5.ಧನಂಜಯ , ಗಂಡು : 45 ವರ್ಷ. (ದುಬಾರೆ ಆನೆ ಶಿಬಿರ, ಮಡಿಕೇರಿ) xyxy=(480,954,646,962)
